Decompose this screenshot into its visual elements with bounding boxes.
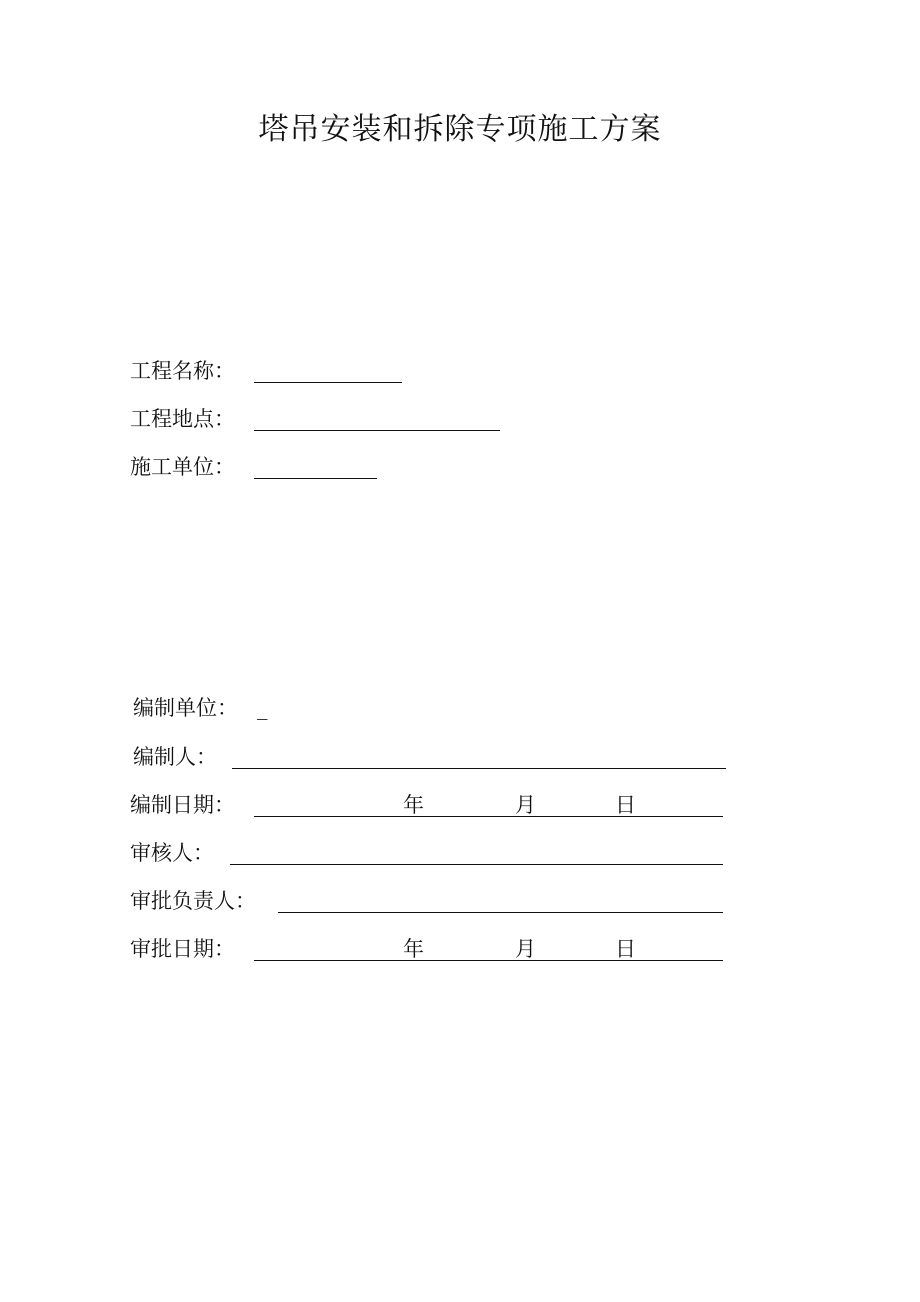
project-location-line[interactable]	[254, 430, 500, 431]
approve-date-line[interactable]	[254, 960, 723, 961]
project-name-label: 工程名称：	[130, 359, 235, 383]
compiler-line[interactable]	[232, 768, 726, 769]
compiler-label: 编制人：	[133, 745, 217, 769]
project-name-line[interactable]	[254, 382, 402, 383]
reviewer-field	[130, 838, 730, 868]
reviewer-label: 审核人：	[130, 841, 214, 865]
compile-date-label: 编制日期：	[130, 793, 235, 817]
approve-date-label: 审批日期：	[130, 937, 235, 961]
compile-date-year: 年	[403, 793, 424, 817]
approve-date-day: 日	[615, 937, 636, 961]
construction-unit-line[interactable]	[254, 478, 377, 479]
project-location-field	[130, 404, 510, 434]
compile-date-line[interactable]	[254, 816, 723, 817]
approver-line[interactable]	[278, 912, 723, 913]
approve-date-field	[130, 934, 730, 964]
document-title: 塔吊安装和拆除专项施工方案	[258, 112, 662, 147]
compiling-unit-value[interactable]: _	[257, 696, 268, 720]
compile-date-month: 月	[515, 793, 536, 817]
compiler-field	[133, 742, 733, 772]
reviewer-line[interactable]	[230, 864, 723, 865]
compiling-unit-field	[133, 693, 293, 723]
approve-date-year: 年	[403, 937, 424, 961]
compile-date-day: 日	[615, 793, 636, 817]
construction-unit-label: 施工单位：	[130, 455, 235, 479]
compile-date-field	[130, 790, 730, 820]
approve-date-month: 月	[515, 937, 536, 961]
approver-label: 审批负责人：	[130, 889, 256, 913]
project-location-label: 工程地点：	[130, 407, 235, 431]
project-name-field	[130, 356, 420, 386]
approver-field	[130, 886, 730, 916]
compiling-unit-label: 编制单位：	[133, 696, 238, 720]
construction-unit-field	[130, 452, 390, 482]
